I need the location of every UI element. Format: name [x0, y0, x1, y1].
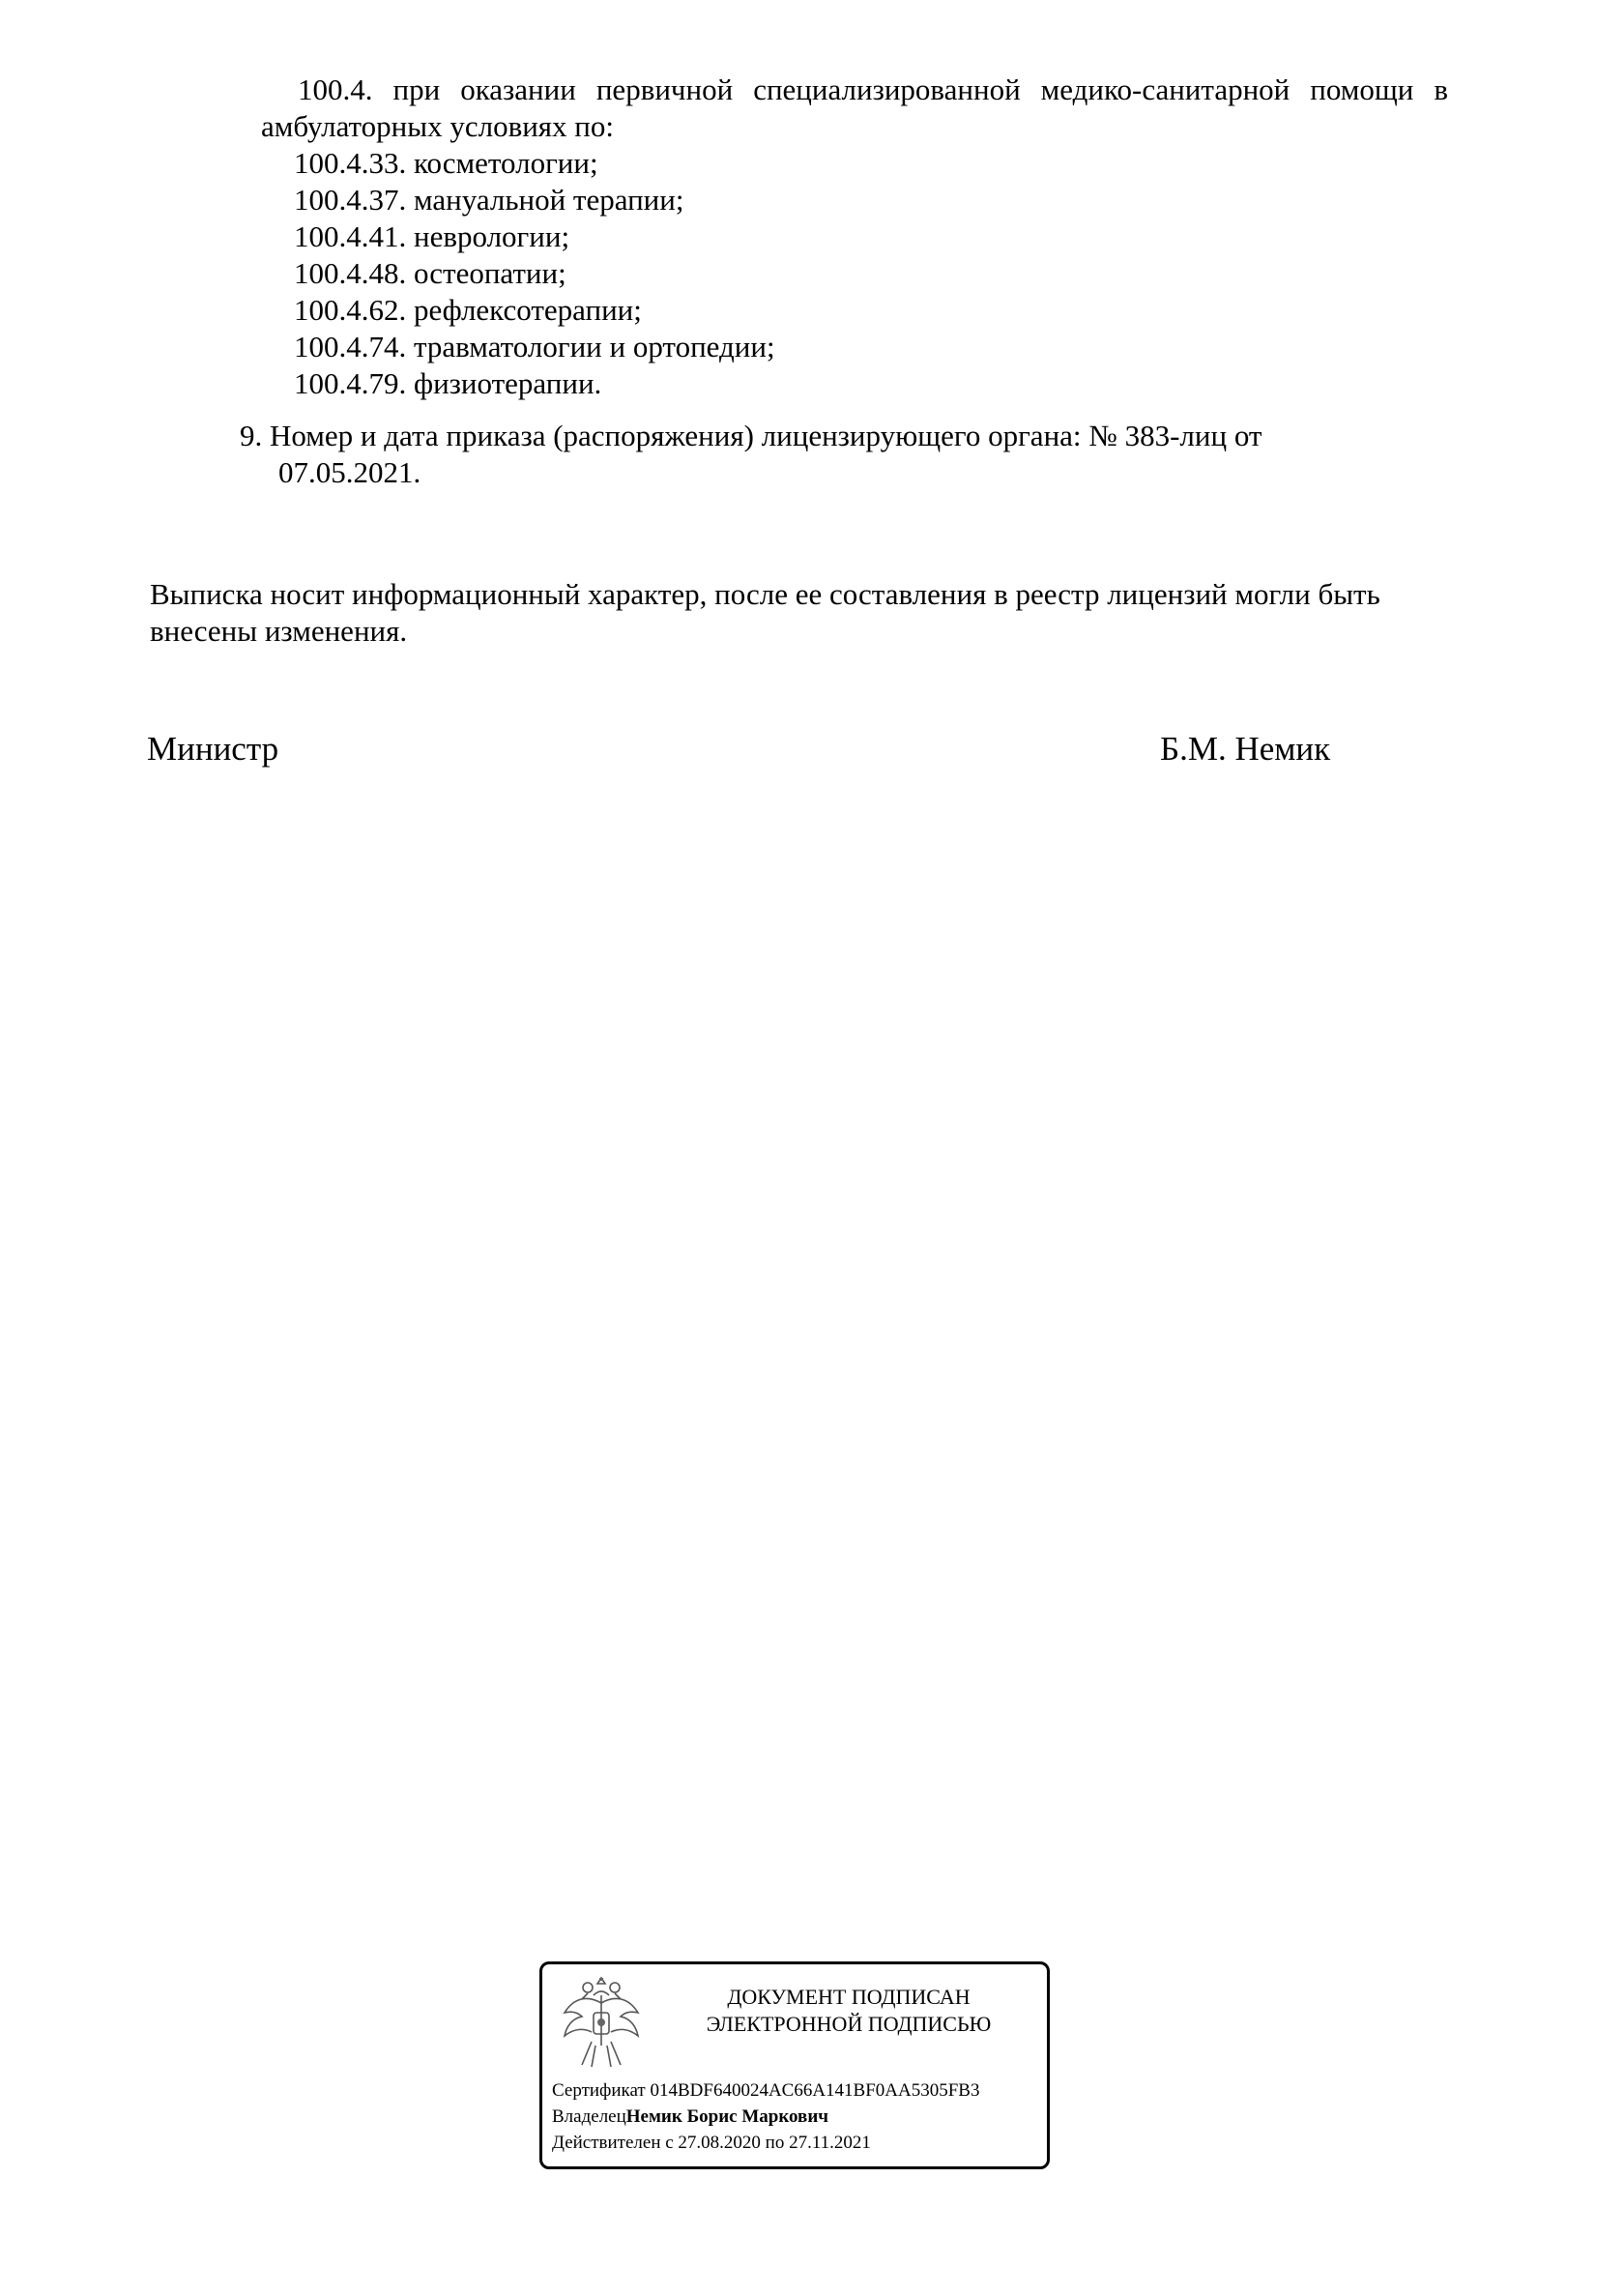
- section-intro: 100.4. при оказании первичной специализированной медико-санитарной помощи в амбулаторных условиях по:: [261, 73, 1448, 143]
- service-list: [294, 145, 775, 402]
- stamp-title: [656, 1984, 1041, 2038]
- list-item: 100.4.48. остеопатии;: [294, 256, 566, 290]
- list-item: 100.4.37. мануальной терапии;: [294, 183, 684, 217]
- valid-from: 27.08.2020: [678, 2133, 761, 2153]
- validity-line: [552, 2132, 871, 2155]
- valid-to-label: по: [765, 2133, 785, 2153]
- list-item: 100.4.41. неврологии;: [294, 219, 570, 253]
- owner-line: [552, 2105, 828, 2129]
- stamp-title-line-2: ЭЛЕКТРОННОЙ ПОДПИСЬЮ: [706, 2012, 992, 2036]
- owner-value: Немик Борис Маркович: [625, 2106, 828, 2127]
- certificate-value: 014BDF640024AC66A141BF0AA5305FB3: [650, 2080, 980, 2101]
- list-item: 100.4.62. рефлексотерапии;: [294, 293, 642, 327]
- valid-label: Действителен с: [552, 2133, 674, 2153]
- certificate-label: Сертификат: [552, 2080, 646, 2101]
- list-item: 100.4.33. косметологии;: [294, 146, 598, 180]
- owner-label: Владелец: [552, 2106, 626, 2127]
- order-line-2: 07.05.2021.: [278, 455, 421, 489]
- electronic-signature-stamp: [539, 1961, 1050, 2169]
- signer-position: Министр: [147, 730, 279, 768]
- signer-name: Б.М. Немик: [1160, 730, 1331, 768]
- certificate-line: [552, 2079, 979, 2103]
- list-item: 100.4.79. физиотерапии.: [294, 366, 602, 400]
- disclaimer-note: Выписка носит информационный характер, после ее составления в реестр лицензий могли быть внесены изменения.: [150, 577, 1380, 648]
- order-line-1: 9. Номер и дата приказа (распоряжения) лицензирующего органа: № 383-лиц от: [240, 419, 1262, 452]
- order-info: [240, 418, 1380, 491]
- list-item: 100.4.74. травматологии и ортопедии;: [294, 330, 775, 363]
- valid-to: 27.11.2021: [789, 2133, 871, 2153]
- double-headed-eagle-emblem-icon: [559, 1974, 644, 2073]
- stamp-title-line-1: ДОКУМЕНТ ПОДПИСАН: [727, 1985, 971, 2009]
